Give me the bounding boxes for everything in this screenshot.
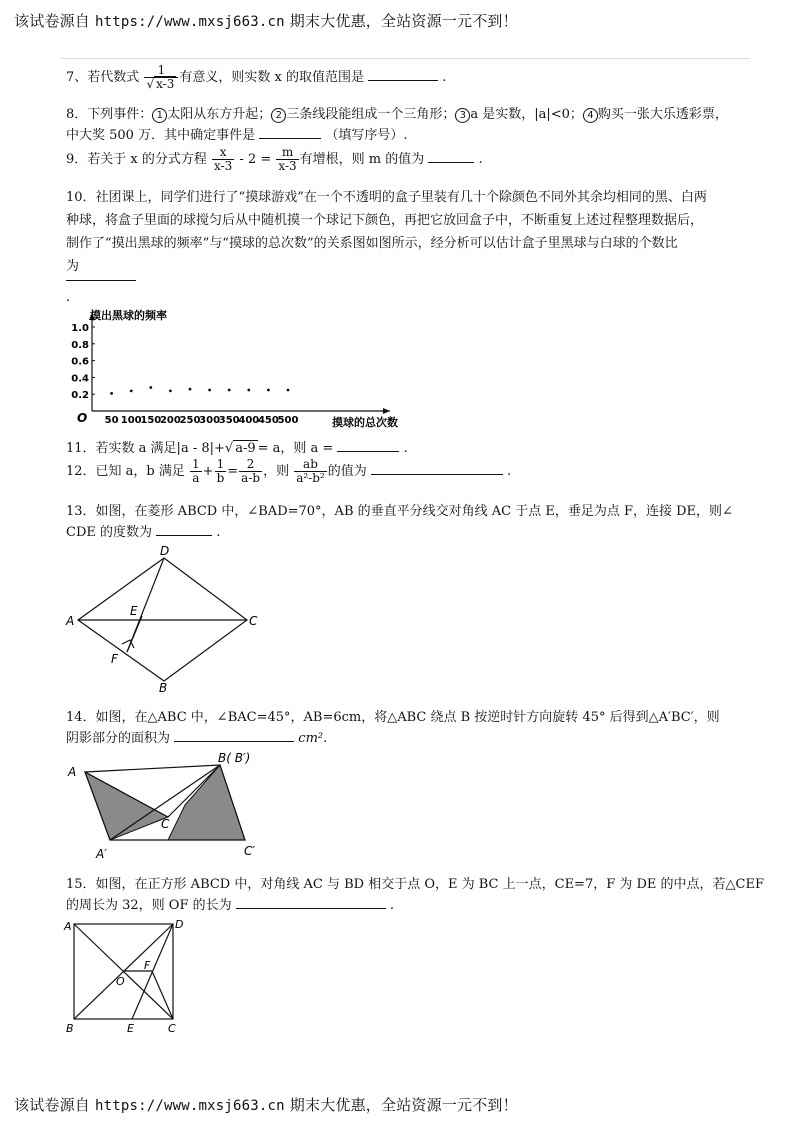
q8-answer-blank[interactable] xyxy=(259,138,321,139)
label-f: F xyxy=(144,959,151,972)
perp-bisector-ef xyxy=(127,616,142,652)
q12-fraction-2 xyxy=(215,458,227,485)
q10-dot: . xyxy=(66,290,71,305)
q9-number: 9． xyxy=(66,152,88,167)
y-tick-label: 1.0 xyxy=(71,323,89,334)
q14-line-1: 14．如图，在△ABC 中，∠BAC=45°，AB=6cm，将△ABC 绕点 B 按逆时针方向旋转 45° 后得到△A′BC′，则 xyxy=(66,710,720,725)
x-tick-label: 100 xyxy=(120,415,142,426)
q12-fraction-4 xyxy=(294,458,327,485)
frequency-chart xyxy=(60,305,410,435)
q13-answer-blank[interactable] xyxy=(156,535,212,536)
label-a: A xyxy=(66,614,75,628)
q10-answer-blank[interactable] xyxy=(66,280,136,281)
q12-f3-denominator: a-b xyxy=(241,471,261,485)
label-a-prime: A′ xyxy=(96,847,107,861)
y-tick-label: 0.8 xyxy=(71,339,89,351)
q12-number: 12． xyxy=(66,464,96,479)
q12-f1-numerator: 1 xyxy=(192,457,200,471)
q8-circle-3: 3 xyxy=(455,108,470,123)
q9-answer-blank[interactable] xyxy=(428,162,474,163)
q7-radicand: x-3 xyxy=(156,77,175,91)
q12-text-a: 已知 a，b 满足 xyxy=(95,464,185,479)
header-divider xyxy=(60,58,750,59)
q15-text: 的周长为 32，则 OF 的长为 xyxy=(66,898,232,913)
label-c: C xyxy=(249,614,258,628)
question-9 xyxy=(66,146,483,173)
q12-fraction-1 xyxy=(190,458,202,485)
page-footer xyxy=(14,1094,518,1115)
q14-line-2 xyxy=(66,727,327,746)
q8-event-3: a 是实数，|a|<0； xyxy=(470,107,583,122)
q10-line-4: 为 xyxy=(66,259,80,274)
q12-plus: + xyxy=(202,464,214,479)
q11-end: . xyxy=(403,441,408,456)
footer-promo: 期末大优惠，全站资源一元不到！ xyxy=(289,1096,518,1114)
q7-answer-blank[interactable] xyxy=(368,80,438,81)
right-angle-mark xyxy=(122,640,134,648)
q8-number: 8． xyxy=(66,107,88,122)
header-url[interactable]: https://www.mxsj663.cn xyxy=(94,14,285,30)
q9-text-a: 若关于 x 的分式方程 xyxy=(87,152,207,167)
q7-text-a: 若代数式 xyxy=(87,70,140,85)
q8-circle-1: 1 xyxy=(152,108,167,123)
q10-line-1: 10．社团课上，同学们进行了“摸球游戏”在一个不透明的盒子里装有几十个除颜色不同外其余均相同的黑、白两 xyxy=(66,190,707,205)
q11-text-a: 若实数 a 满足|a - 8|+ xyxy=(95,441,225,456)
q7-frac-numerator: 1 xyxy=(144,64,178,78)
y-tick-label: 0.4 xyxy=(71,373,89,385)
q9-end: . xyxy=(478,152,483,167)
rhombus-figure xyxy=(60,540,270,700)
q10-line-3: 制作了“摸出黑球的频率”与“摸球的总次数”的关系图如图所示，经分析可以估计盒子里黑球与白球的个数比 xyxy=(66,236,678,251)
q12-equals: = xyxy=(227,464,239,479)
chart-x-ticks xyxy=(105,415,299,426)
x-tick-label: 350 xyxy=(218,415,240,426)
q15-line-1: 15．如图，在正方形 ABCD 中，对角线 AC 与 BD 相交于点 O，E 为 BC 上一点，CE=7，F 为 DE 的中点，若△CEF xyxy=(66,877,765,892)
label-e: E xyxy=(130,604,138,618)
q11-answer-blank[interactable] xyxy=(337,451,399,452)
x-tick-label: 150 xyxy=(140,415,162,426)
q8-event-4: 购买一张大乐透彩票， xyxy=(597,107,728,122)
q12-answer-blank[interactable] xyxy=(371,474,503,475)
label-c: C xyxy=(168,1022,176,1035)
label-d: D xyxy=(175,918,184,931)
label-o: O xyxy=(116,975,125,988)
q12-f3-numerator: 2 xyxy=(239,458,262,472)
x-axis-arrow xyxy=(383,408,390,414)
q13-text: CDE 的度数为 xyxy=(66,525,152,540)
q15-answer-blank[interactable] xyxy=(236,908,386,909)
q12-f4-denominator: a²-b² xyxy=(296,471,325,485)
q12-f4-numerator: ab xyxy=(294,458,327,472)
square-figure xyxy=(60,912,200,1037)
q14-text: 阴影部分的面积为 xyxy=(66,731,171,746)
label-c-prime: C′ xyxy=(244,844,256,858)
y-tick-label: 0.2 xyxy=(71,390,89,402)
q14-answer-blank[interactable] xyxy=(174,741,294,742)
label-b: B xyxy=(159,681,168,695)
q7-end: . xyxy=(442,70,447,85)
data-point xyxy=(149,386,152,389)
segment-fc xyxy=(152,971,173,1019)
q7-frac-denominator: √ x-3 xyxy=(146,77,175,91)
q8-text-line2a: 中大奖 500 万．其中确定事件是 xyxy=(66,128,256,143)
q15-end: . xyxy=(389,898,395,913)
chart-origin-label: O xyxy=(77,411,88,425)
chart-points xyxy=(110,386,289,395)
q11-text-b: = a，则 a = xyxy=(257,441,334,456)
label-b: B xyxy=(66,1022,74,1035)
data-point xyxy=(110,392,113,395)
x-tick-label: 300 xyxy=(199,415,221,426)
q8-circle-2: 2 xyxy=(271,108,286,123)
q13-line-1: 13．如图，在菱形 ABCD 中，∠BAD=70°，AB 的垂直平分线交对角线 AC 于点 E，垂足为点 F，连接 DE，则∠ xyxy=(66,504,733,519)
q9-f1-denominator: x-3 xyxy=(214,159,233,173)
label-a: A xyxy=(64,920,72,933)
x-tick-label: 400 xyxy=(238,415,260,426)
x-tick-label: 450 xyxy=(257,415,279,426)
data-point xyxy=(247,389,250,392)
data-point xyxy=(169,389,172,392)
header-prefix: 该试卷源自 xyxy=(14,12,91,30)
x-tick-label: 500 xyxy=(277,415,299,426)
q12-text-c: 的值为 xyxy=(327,464,367,479)
q12-f2-denominator: b xyxy=(216,471,225,485)
rotation-figure xyxy=(60,750,280,865)
chart-y-label: 摸出黑球的频率 xyxy=(90,309,167,322)
x-tick-label: 50 xyxy=(104,415,119,426)
q10-line-2: 种球，将盒子里面的球搅匀后从中随机摸一个球记下颜色，再把它放回盒子中，不断重复上述过程整理数据后， xyxy=(66,213,704,228)
q11-radicand: a-9 xyxy=(235,441,256,456)
chart-x-label: 摸球的总次数 xyxy=(332,416,398,429)
q7-fraction xyxy=(144,64,178,91)
q9-fraction-1 xyxy=(212,146,234,173)
question-8-line-1 xyxy=(66,103,728,123)
x-tick-label: 250 xyxy=(179,415,201,426)
question-12 xyxy=(66,458,511,485)
label-e: E xyxy=(127,1022,134,1035)
question-11: 11．若实数 a 满足|a - 8|+√ a-9 = a，则 a = . xyxy=(66,441,408,456)
q8-event-2: 三条线段能组成一个三角形； xyxy=(286,107,456,122)
q9-f2-numerator: m xyxy=(276,146,298,160)
q9-text-b: 有增根，则 m 的值为 xyxy=(299,152,425,167)
q15-line-2 xyxy=(66,894,394,913)
data-point xyxy=(228,389,231,392)
q12-f1-denominator: a xyxy=(192,471,200,485)
label-d: D xyxy=(160,544,170,558)
q13-end: . xyxy=(216,525,221,540)
footer-prefix: 该试卷源自 xyxy=(14,1096,91,1114)
data-point xyxy=(208,389,211,392)
question-7 xyxy=(66,64,446,91)
q9-fraction-2 xyxy=(276,146,298,173)
q12-text-b: ，则 xyxy=(263,464,290,479)
q12-fraction-3 xyxy=(239,458,262,485)
footer-url[interactable]: https://www.mxsj663.cn xyxy=(94,1098,285,1114)
q9-mid: - 2 = xyxy=(239,152,272,167)
q8-text-line2b: （填写序号）. xyxy=(325,128,408,143)
header-promo: 期末大优惠，全站资源一元不到！ xyxy=(289,12,518,30)
label-a: A xyxy=(68,765,77,779)
q8-text-a: 下列事件： xyxy=(87,107,153,122)
data-point xyxy=(267,389,270,392)
label-f: F xyxy=(111,652,118,666)
shaded-right-region xyxy=(168,765,245,840)
q12-end: . xyxy=(507,464,512,479)
q7-text-b: 有意义，则实数 x 的取值范围是 xyxy=(179,70,364,85)
chart-axes xyxy=(89,313,390,414)
data-point xyxy=(130,389,133,392)
x-tick-label: 200 xyxy=(159,415,181,426)
q7-number: 7、 xyxy=(66,70,88,85)
label-b-bprime: B( B′) xyxy=(218,751,251,765)
q8-circle-4: 4 xyxy=(583,108,598,123)
q13-line-2 xyxy=(66,521,220,540)
data-point xyxy=(287,389,290,392)
q14-unit: cm². xyxy=(298,731,328,746)
data-point xyxy=(189,388,192,391)
y-tick-label: 0.6 xyxy=(71,356,89,368)
q11-number: 11． xyxy=(66,441,96,456)
page-header xyxy=(14,10,518,31)
q9-f2-denominator: x-3 xyxy=(278,159,297,173)
label-c: C xyxy=(161,817,170,831)
question-8-line-2 xyxy=(66,124,408,143)
q9-f1-numerator: x xyxy=(212,146,234,160)
q8-event-1: 太阳从东方升起； xyxy=(167,107,272,122)
q12-f2-numerator: 1 xyxy=(215,458,227,472)
